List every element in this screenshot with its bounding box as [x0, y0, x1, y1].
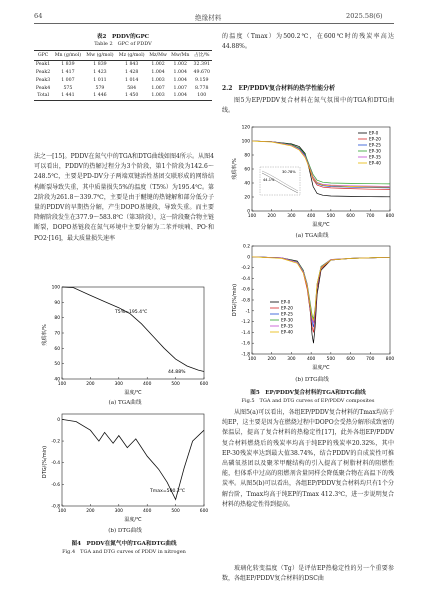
fig5a-x-tick-label: 700 — [366, 214, 375, 219]
table-cell: 584 — [127, 85, 137, 91]
left-paragraph: 法之一[15]。PDDV在氮气中的TGA和DTG曲线如图4所示。从图4可以看出，PDDV的热解过程分为3个阶段，第1个阶段为142.6～248.5℃，主要是PD-DV分子两端双键活性基团交联形成的网络结构断裂导致失重，其中质量损失5%的温度（T5%）为195.4℃。第2阶段为261.8～339.7℃，主要是由于醚键的热键解和部分低分子量的PDDV的早期热分解，产生DOPO基键段，导致失重。而主要降解阶段发生在377.9～583.8℃（第3阶段），这一阶段聚合物主链断裂，DOPO基链段在氮气环境中主要分解为二苯并呋喃、PO·和PO2·[16]，最大质量损失速率 — [34, 153, 214, 242]
fig4b-x-tick-label: 600 — [199, 509, 209, 514]
table-cell: 1 423 — [93, 69, 107, 75]
fig4a-x-tick-label: 200 — [86, 382, 95, 387]
fig5b-legend-label: EP-0 — [281, 299, 291, 305]
fig5b-legend-label: EP-20 — [281, 305, 293, 311]
fig5b-y-tick-label: -1.4 — [241, 330, 250, 336]
fig4a-ylabel: 残质率/% — [42, 324, 48, 346]
fig4a-y-tick-label: 70 — [54, 331, 60, 337]
fig4a-x-tick-label: 600 — [199, 382, 209, 387]
fig5b-y-tick-label: -0.6 — [241, 287, 250, 293]
fig4b-y-tick-label: -0.2 — [51, 439, 60, 445]
table-cell: 1.003 — [151, 77, 165, 83]
fig5a-legend-label: EP-30 — [369, 148, 381, 154]
fig4b-x-tick-label: 200 — [86, 509, 95, 514]
table2-title-en: Table 2 GPC of PDDV — [94, 41, 152, 47]
right-para3: 玻璃化转变温度（Tg）是评估EP热稳定性的另一个重要参数，各组EP/PDDV复合材料的DSC曲 — [222, 565, 394, 583]
table-cell: 1.004 — [173, 77, 187, 83]
fig5a-inset-label-left: 44.1% — [263, 178, 275, 182]
fig5b-series-ep-35 — [252, 257, 390, 323]
fig5a-inset-label-right: 30.78% — [282, 170, 296, 174]
fig4a-y-tick-label: 50 — [54, 362, 60, 368]
table-row — [34, 84, 212, 92]
fig5a-x-tick-label: 500 — [326, 214, 336, 219]
table-header-cell: Mw (g/mol) — [84, 51, 117, 60]
fig4b-x-tick-label: 500 — [171, 509, 180, 514]
fig5b-x-tick-label: 100 — [247, 357, 257, 362]
fig5b-y-tick-label: 0 — [247, 255, 250, 261]
table-cell: 1 417 — [61, 69, 75, 75]
fig4a-y-tick-label: 60 — [54, 346, 60, 352]
fig5a-y-tick-label: 40 — [244, 181, 250, 187]
table-cell: 1 428 — [124, 69, 139, 75]
fig5b-xlabel: 温度/℃ — [312, 365, 330, 371]
table-cell: 1 450 — [116, 92, 147, 100]
table-header-cell: 占比/% — [191, 51, 212, 60]
fig5a-y-tick-label: 80 — [244, 153, 250, 159]
header-rule — [34, 23, 394, 24]
table2-title-cn: 表2 PDDV的GPC — [96, 34, 150, 40]
fig5a-x-tick-label: 800 — [385, 214, 394, 219]
table-cell: Peak4 — [35, 85, 51, 91]
table-cell: 1 011 — [93, 77, 107, 83]
fig4a-x-tick-label: 500 — [171, 382, 180, 387]
fig5a-legend-label: EP-25 — [369, 142, 381, 148]
fig4b-x-tick-label: 300 — [114, 509, 123, 514]
fig4b-dtg-series — [62, 419, 204, 499]
fig4a-y-tick-label: 100 — [51, 285, 60, 291]
table-cell: 1 839 — [61, 62, 75, 68]
fig5b-x-tick-label: 400 — [306, 357, 316, 362]
gpc-table — [34, 50, 212, 101]
fig5b-legend-label: EP-40 — [281, 329, 293, 335]
fig4a-t5-annotation: T5%=195.4℃ — [115, 310, 148, 315]
fig5b-y-tick-label: -0.2 — [241, 266, 250, 272]
fig5a-y-tick-label: 120 — [241, 125, 250, 131]
fig5a-x-tick-label: 100 — [247, 214, 257, 219]
table-cell: Peak1 — [35, 62, 51, 68]
fig4a-xlabel: 温度/℃ — [124, 390, 142, 396]
fig4a-char-annotation: 44.88% — [168, 370, 186, 375]
table-cell: 1 007 — [61, 77, 75, 83]
fig5a-x-tick-label: 600 — [346, 214, 355, 219]
table-row — [34, 69, 212, 77]
fig4a-y-tick-label: 40 — [54, 377, 60, 383]
table-cell: 32.391 — [193, 62, 210, 68]
table-cell: 1.007 — [151, 85, 165, 91]
table-cell: 1.004 — [173, 69, 187, 75]
table-cell: 100 — [191, 92, 212, 100]
journal-name: 绝缘材料 — [195, 14, 222, 22]
table-cell: Peak2 — [35, 69, 51, 75]
fig4b-x-tick-label: 100 — [57, 509, 67, 514]
table-row — [34, 92, 212, 100]
fig5b-y-tick-label: -1 — [245, 309, 250, 315]
fig5b-x-tick-label: 600 — [346, 357, 355, 362]
fig4a-x-tick-label: 400 — [143, 382, 152, 387]
table-cell: 9.159 — [195, 77, 209, 83]
fig5b-y-tick-label: -0.4 — [241, 276, 250, 282]
fig5-caption-en: Fig.5 TGA and DTG curves of EP/PDDV composites — [241, 398, 375, 404]
fig5b-legend-label: EP-25 — [281, 311, 293, 317]
fig4b-dtg-chart — [40, 410, 210, 525]
issue-info: 2025.58(6) — [346, 12, 383, 20]
fig5a-x-tick-label: 300 — [287, 214, 296, 219]
table-header-cell: Mz (g/mol) — [116, 51, 147, 60]
fig5b-y-tick-label: -1.2 — [241, 320, 250, 326]
fig5a-x-tick-label: 200 — [267, 214, 276, 219]
page-number: 64 — [34, 12, 43, 20]
table-cell: 1 446 — [84, 92, 117, 100]
fig5a-y-tick-label: 20 — [244, 195, 250, 201]
fig5b-subcaption: (b) DTG曲线 — [295, 377, 329, 383]
fig4a-tga-series — [62, 287, 204, 372]
table-row — [34, 60, 212, 68]
table-cell: Total — [34, 92, 52, 100]
fig4a-y-tick-label: 80 — [54, 316, 60, 322]
table-cell: 1 839 — [93, 62, 107, 68]
right-para2: 从图5(a)可以看出，各组EP/PDDV复合材料的Tmax均高于纯EP，这主要是因为在燃烧过程中DOPO会受热分解形成致密的保温层，提高了复合材料的热稳定性[17]，此外各组EP/PDDV复合材料燃烧后的残炭率均高于纯EP的残炭率20.32%，其中EP-30残炭率达到最大值38.74%，结合PDDV的自成炭性可推出磷氧基团以及聚苯甲醚结构的引入提高了树脂材料的阻燃性能，但体系中过高的阻燃剂含量同样会降低聚合物在高温下的残炭率。从图5(b)可以看出，各组EP/PDDV复合材料均只有1个分解台阶，Tmax均高于纯EP的Tmax 412.3℃，进一步说明复合材料的热稳定性得到提高。 — [222, 409, 394, 508]
fig4b-y-tick-label: -0.4 — [51, 461, 60, 467]
fig5b-ylabel: DTG/(%/min) — [232, 283, 238, 317]
fig5b-x-tick-label: 800 — [385, 357, 394, 362]
fig4a-tga-chart — [40, 283, 210, 398]
table-cell: 1 441 — [52, 92, 83, 100]
fig5b-series-ep-30 — [252, 257, 390, 319]
fig4-caption-en: Fig.4 TGA and DTG curves of PDDV in nitrogen — [62, 549, 186, 555]
fig5-caption-cn: 图5 EP/PDDV复合材料的TGA和DTG曲线 — [250, 390, 366, 396]
fig4a-subcaption: (a) TGA曲线 — [108, 400, 142, 406]
right-intro: 的温度（Tmax）为500.2℃，在600℃时的残炭率高达44.88%。 — [222, 33, 394, 51]
table-row — [34, 76, 212, 84]
fig4b-x-tick-label: 400 — [143, 509, 152, 514]
fig5a-y-tick-label: 60 — [244, 167, 250, 173]
table-header-cell: Mw/Mn — [169, 51, 191, 60]
fig5a-y-tick-label: 100 — [241, 139, 250, 145]
table-cell: 579 — [95, 85, 105, 91]
fig5a-xlabel: 温度/℃ — [312, 222, 330, 228]
fig4-caption-cn: 图4 PDDV在氮气中的TGA和DTG曲线 — [71, 541, 177, 547]
fig4a-x-tick-label: 100 — [57, 382, 67, 387]
fig5b-x-tick-label: 300 — [287, 357, 296, 362]
table-cell: 1.002 — [151, 62, 165, 68]
table-header-cell: Mn (g/mol) — [52, 51, 83, 60]
table-cell: 8.778 — [195, 85, 209, 91]
table-cell: 1.004 — [151, 69, 165, 75]
fig5b-y-tick-label: -1.8 — [241, 352, 250, 358]
table-cell: 1 843 — [124, 62, 139, 68]
section-heading: 2.2 EP/PDDV复合材料的热学性能分析 — [222, 85, 336, 92]
table-cell: 575 — [63, 85, 73, 91]
table-cell: 1 014 — [124, 77, 139, 83]
fig5b-x-tick-label: 700 — [366, 357, 375, 362]
fig5b-dtg-chart — [230, 242, 394, 374]
table-cell: 49.670 — [193, 69, 210, 75]
table-cell: 1.004 — [169, 92, 191, 100]
fig4b-y-tick-label: -0.6 — [51, 482, 60, 488]
fig4b-xlabel: 温度/℃ — [124, 517, 142, 523]
fig4a-y-tick-label: 90 — [54, 300, 60, 306]
fig5b-y-tick-label: -1.6 — [241, 341, 250, 347]
fig4b-y-tick-label: 0 — [57, 417, 60, 423]
fig5b-y-tick-label: -0.8 — [241, 298, 250, 304]
fig4b-subcaption: (b) DTG曲线 — [108, 528, 142, 534]
fig5a-legend-label: EP-0 — [369, 130, 379, 136]
fig5a-legend-label: EP-40 — [369, 160, 381, 166]
fig4b-ylabel: DTG/(%/min) — [42, 445, 48, 479]
fig5a-x-tick-label: 400 — [306, 214, 316, 219]
fig5a-legend-label: EP-35 — [369, 154, 381, 160]
right-para1: 图5为EP/PDDV复合材料在氮气氛围中的TGA和DTG曲线。 — [222, 97, 394, 115]
fig4b-tmax-annotation: Tmax=500.2℃ — [150, 489, 185, 494]
fig5a-y-tick-label: 0 — [247, 209, 250, 215]
fig5b-x-tick-label: 200 — [267, 357, 276, 362]
table-cell: Peak3 — [35, 77, 51, 83]
table-cell: 1.003 — [147, 92, 169, 100]
fig5a-tga-chart — [230, 123, 394, 230]
table-cell: 1.007 — [173, 85, 187, 91]
fig5b-x-tick-label: 500 — [326, 357, 336, 362]
table-cell: 1.002 — [173, 62, 187, 68]
fig5a-subcaption: (a) TGA曲线 — [295, 233, 329, 239]
fig5a-ylabel: 残质率/% — [232, 158, 238, 180]
fig5b-legend-label: EP-35 — [281, 323, 293, 329]
fig5a-legend-label: EP-20 — [369, 136, 381, 142]
fig4b-y-tick-label: -0.8 — [51, 504, 60, 510]
table-header-cell: Mz/Mw — [147, 51, 169, 60]
table-header-cell: GPC — [34, 51, 52, 60]
fig5b-y-tick-label: 0.2 — [243, 244, 250, 250]
fig5b-legend-label: EP-30 — [281, 317, 293, 323]
fig4a-x-tick-label: 300 — [114, 382, 123, 387]
